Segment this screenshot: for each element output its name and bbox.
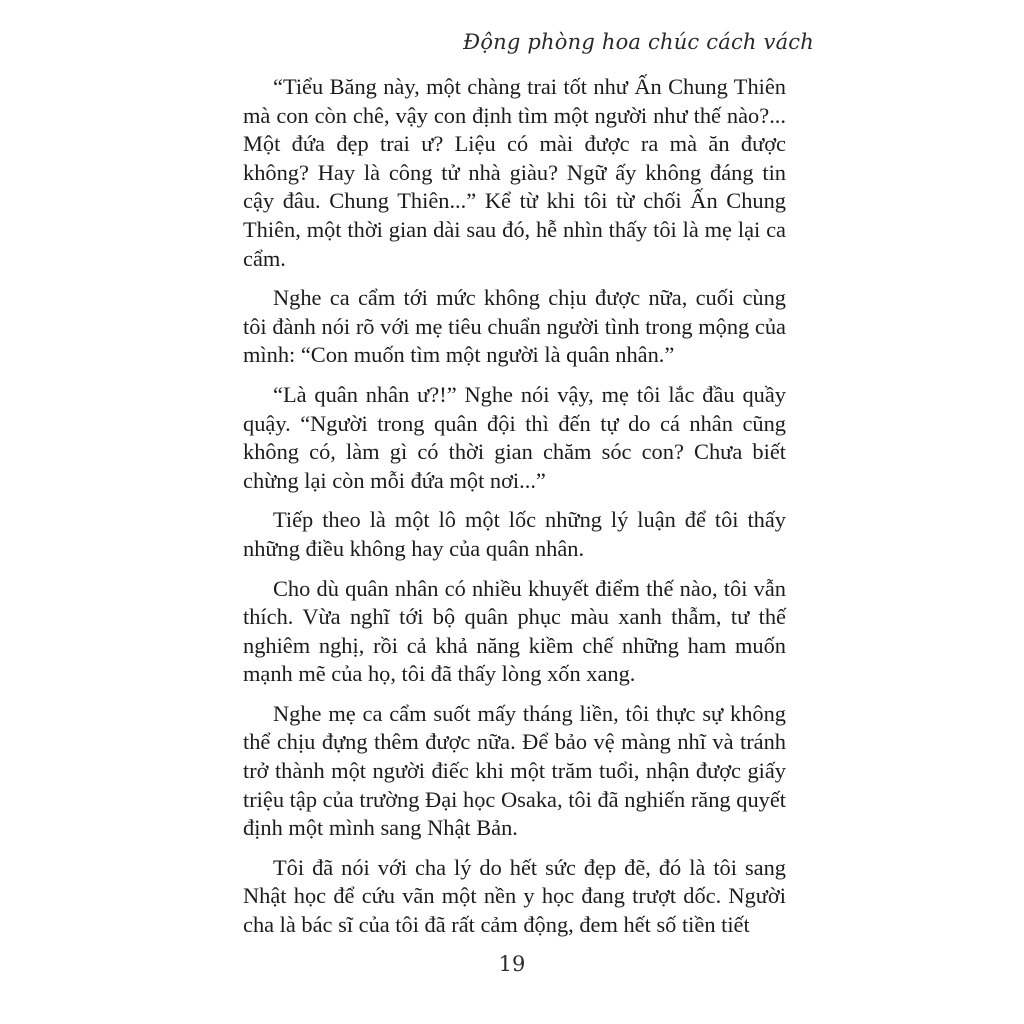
paragraph: Tôi đã nói với cha lý do hết sức đẹp đẽ, đó là tôi sang Nhật học để cứu vãn một nền y học đang trượt dốc. Người cha là bác sĩ của tôi đã rất cảm động, đem hết số tiền tiết [243,854,786,938]
paragraph: Tiếp theo là một lô một lốc những lý luận để tôi thấy những điều không hay của quân nhân. [243,507,786,561]
paragraph: Nghe mẹ ca cẩm suốt mấy tháng liền, tôi thực sự không thể chịu đựng thêm được nữa. Để bảo vệ màng nhĩ và tránh trở thành một người điếc khi một trăm tuổi, nhận được giấy triệu tập của trường Đại học Osaka, tôi đã nghiến răng quyết định một mình sang Nhật Bản. [243,700,786,841]
paragraph: Nghe ca cẩm tới mức không chịu được nữa, cuối cùng tôi đành nói rõ với mẹ tiêu chuẩn người tình trong mộng của mình: “Con muốn tìm một người là quân nhân.” [243,285,786,368]
paragraph: Cho dù quân nhân có nhiều khuyết điểm thế nào, tôi vẫn thích. Vừa nghĩ tới bộ quân phục màu xanh thẫm, tư thế nghiêm nghị, rồi cả khả năng kiềm chế những ham muốn mạnh mẽ của họ, tôi đã thấy lòng xốn xang. [243,575,786,687]
running-header: Động phòng hoa chúc cách vách [463,30,814,54]
body-text [243,73,786,940]
paragraph: “Tiểu Băng này, một chàng trai tốt như Ấn Chung Thiên mà con còn chê, vậy con định tìm một người như thế nào?... Một đứa đẹp trai ư? Liệu có mài được ra mà ăn được không? Hay là công tử nhà giàu? Ngữ ấy không đáng tin cậy đâu. Chung Thiên...” Kể từ khi tôi từ chối Ấn Chung Thiên, một thời gian dài sau đó, hễ nhìn thấy tôi là mẹ lại ca cẩm. [243,74,786,271]
page-number: 19 [498,952,526,976]
paragraph: “Là quân nhân ư?!” Nghe nói vậy, mẹ tôi lắc đầu quầy quậy. “Người trong quân đội thì đến tự do cá nhân cũng không có, làm gì có thời gian chăm sóc con? Chưa biết chừng lại còn mỗi đứa một nơi...” [243,381,786,493]
